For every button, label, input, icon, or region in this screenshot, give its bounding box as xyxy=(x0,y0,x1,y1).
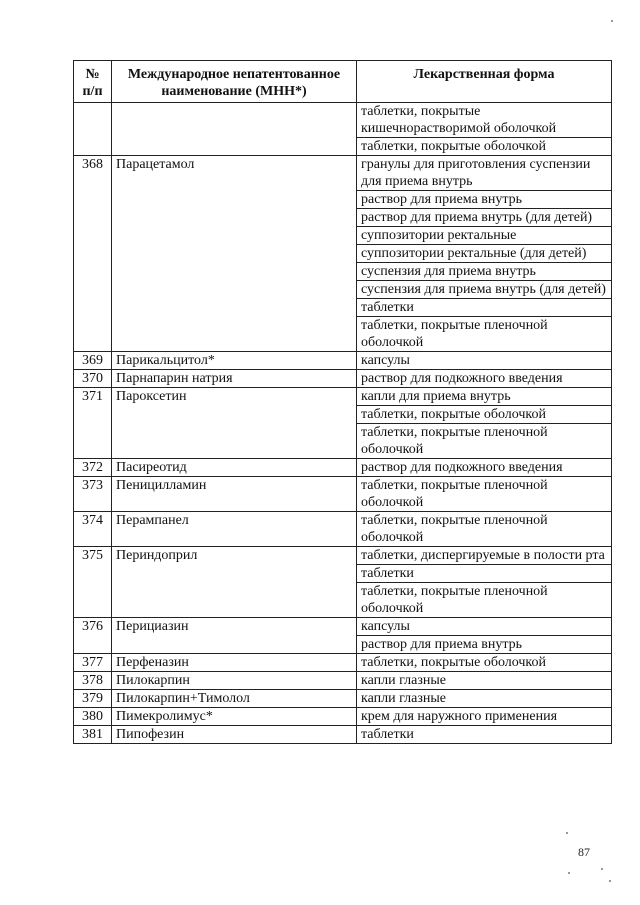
drug-forms-table xyxy=(73,60,612,744)
dosage-form: капсулы xyxy=(357,618,612,636)
inn-name: Пипофезин xyxy=(112,726,357,744)
inn-name: Периндоприл xyxy=(112,547,357,618)
table-row xyxy=(74,654,612,672)
row-number: 371 xyxy=(74,388,112,459)
row-number: 370 xyxy=(74,370,112,388)
row-number: 374 xyxy=(74,512,112,547)
dosage-form: таблетки, покрытые оболочкой xyxy=(357,138,612,156)
table-row xyxy=(74,156,612,191)
dosage-form: капсулы xyxy=(357,352,612,370)
table-row xyxy=(74,388,612,406)
table-body xyxy=(74,103,612,744)
row-number: 375 xyxy=(74,547,112,618)
inn-name: Пилокарпин xyxy=(112,672,357,690)
row-number xyxy=(74,103,112,156)
scan-speck xyxy=(611,20,613,22)
dosage-form: капли для приема внутрь xyxy=(357,388,612,406)
row-number: 377 xyxy=(74,654,112,672)
scan-speck xyxy=(566,832,568,834)
inn-name: Пасиреотид xyxy=(112,459,357,477)
row-number: 380 xyxy=(74,708,112,726)
dosage-form: суспензия для приема внутрь xyxy=(357,263,612,281)
page-number: 87 xyxy=(578,845,590,859)
row-number: 373 xyxy=(74,477,112,512)
row-number: 379 xyxy=(74,690,112,708)
table-header-row xyxy=(74,61,612,103)
inn-name: Пароксетин xyxy=(112,388,357,459)
dosage-form: раствор для подкожного введения xyxy=(357,370,612,388)
table-row xyxy=(74,708,612,726)
inn-name: Перампанел xyxy=(112,512,357,547)
row-number: 378 xyxy=(74,672,112,690)
row-number: 369 xyxy=(74,352,112,370)
table-row xyxy=(74,690,612,708)
table-row xyxy=(74,477,612,512)
dosage-form: таблетки, покрытые пленочной оболочкой xyxy=(357,424,612,459)
dosage-form: таблетки xyxy=(357,726,612,744)
table-row xyxy=(74,352,612,370)
dosage-form: таблетки xyxy=(357,565,612,583)
row-number: 372 xyxy=(74,459,112,477)
header-number: № п/п xyxy=(74,61,112,103)
dosage-form: таблетки, покрытые пленочной оболочкой xyxy=(357,583,612,618)
dosage-form: таблетки, покрытые пленочной оболочкой xyxy=(357,317,612,352)
dosage-form: гранулы для приготовления суспензии для приема внутрь xyxy=(357,156,612,191)
dosage-form: раствор для приема внутрь xyxy=(357,191,612,209)
dosage-form: капли глазные xyxy=(357,672,612,690)
dosage-form: таблетки, покрытые пленочной оболочкой xyxy=(357,512,612,547)
dosage-form: таблетки, покрытые оболочкой xyxy=(357,654,612,672)
dosage-form: таблетки, покрытые кишечнорастворимой оболочкой xyxy=(357,103,612,138)
dosage-form: таблетки, покрытые пленочной оболочкой xyxy=(357,477,612,512)
table-row xyxy=(74,726,612,744)
table-row xyxy=(74,459,612,477)
table-row xyxy=(74,618,612,636)
dosage-form: крем для наружного применения xyxy=(357,708,612,726)
table-row xyxy=(74,512,612,547)
dosage-form: суппозитории ректальные (для детей) xyxy=(357,245,612,263)
row-number: 376 xyxy=(74,618,112,654)
scan-speck xyxy=(601,868,603,870)
inn-name: Перициазин xyxy=(112,618,357,654)
dosage-form: раствор для приема внутрь (для детей) xyxy=(357,209,612,227)
dosage-form: таблетки, диспергируемые в полости рта xyxy=(357,547,612,565)
dosage-form: суппозитории ректальные xyxy=(357,227,612,245)
dosage-form: таблетки, покрытые оболочкой xyxy=(357,406,612,424)
inn-name: Парацетамол xyxy=(112,156,357,352)
row-number: 368 xyxy=(74,156,112,352)
inn-name xyxy=(112,103,357,156)
dosage-form: раствор для подкожного введения xyxy=(357,459,612,477)
inn-name: Перфеназин xyxy=(112,654,357,672)
header-inn-name: Международное непатентованное наименование (МНН*) xyxy=(112,61,357,103)
inn-name: Пеницилламин xyxy=(112,477,357,512)
scan-speck xyxy=(568,872,570,874)
row-number: 381 xyxy=(74,726,112,744)
dosage-form: суспензия для приема внутрь (для детей) xyxy=(357,281,612,299)
dosage-form: таблетки xyxy=(357,299,612,317)
table-row xyxy=(74,370,612,388)
inn-name: Пилокарпин+Тимолол xyxy=(112,690,357,708)
table-row xyxy=(74,547,612,565)
inn-name: Парнапарин натрия xyxy=(112,370,357,388)
scan-speck xyxy=(609,880,611,882)
dosage-form: раствор для приема внутрь xyxy=(357,636,612,654)
table-row xyxy=(74,103,612,138)
header-dosage-form: Лекарственная форма xyxy=(357,61,612,103)
table-row xyxy=(74,672,612,690)
inn-name: Парикальцитол* xyxy=(112,352,357,370)
dosage-form: капли глазные xyxy=(357,690,612,708)
inn-name: Пимекролимус* xyxy=(112,708,357,726)
